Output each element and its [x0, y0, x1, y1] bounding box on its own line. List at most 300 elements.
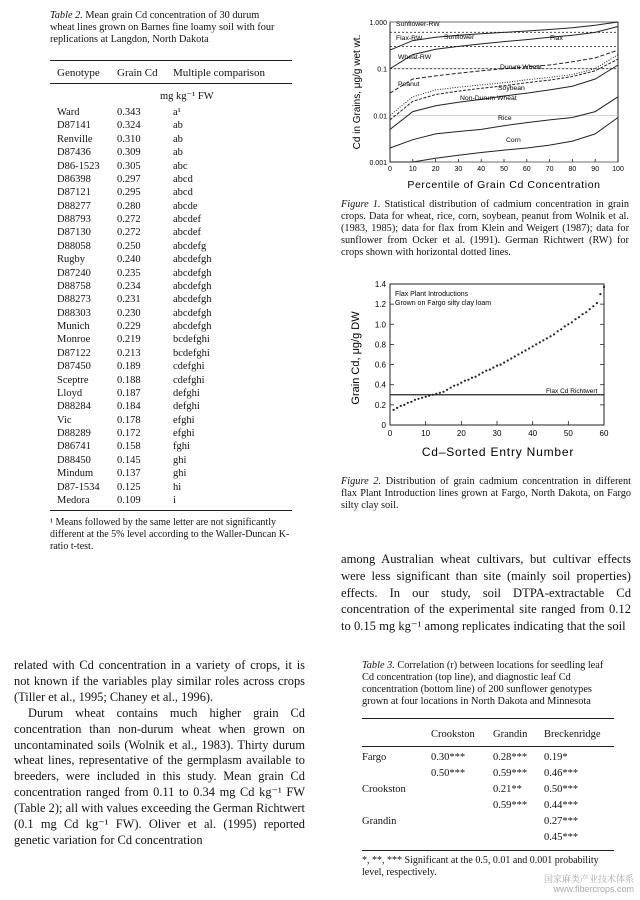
figure2-x-tick-label: 0	[387, 429, 393, 438]
table2-cell-grain-cd: 0.230	[117, 307, 141, 319]
figure1-series-label: Rice	[498, 115, 512, 122]
table2-cell-comparison: ab	[173, 133, 183, 145]
figure2-y-tick-label: 0.8	[374, 340, 386, 350]
figure1-plot-frame	[390, 22, 618, 162]
figure1-x-tick-label: 100	[612, 166, 624, 173]
table2-cell-genotype: Medora	[57, 494, 90, 506]
table2-cell-comparison: abc	[173, 160, 188, 172]
figure1-y-tick-label: 0.01	[373, 113, 387, 121]
table2-row	[50, 347, 290, 360]
figure2-x-ticks	[388, 421, 609, 438]
table2-bottom-rule	[50, 510, 292, 511]
table3-body	[362, 750, 604, 846]
figure2-point	[400, 405, 402, 407]
figure1-x-tick-label: 40	[477, 166, 486, 173]
table2-cell-grain-cd: 0.229	[117, 321, 141, 332]
table2-header-multiple-comparison: Multiple comparison	[173, 67, 265, 79]
table2-cell-genotype: D88450	[57, 454, 91, 466]
table2-cell-genotype: D87450	[57, 361, 91, 373]
table3-cell-location	[362, 766, 431, 782]
table2-cell-genotype: D88284	[57, 401, 91, 413]
figure2-point	[403, 404, 405, 406]
table2-cell-grain-cd: 0.145	[117, 454, 141, 466]
table2-cell-genotype: D87122	[57, 347, 91, 359]
table2-row	[50, 427, 290, 440]
table2-row	[50, 307, 290, 320]
table3-cell-correlation	[493, 830, 544, 846]
table2-caption-text: Mean grain Cd concentration of 30 durum wheat lines grown on Barnes fine loamy soil with four replications at Langdon, North Dakota	[50, 10, 275, 45]
table2-cell-genotype: Lloyd	[57, 387, 83, 399]
table2-cell-genotype: D87141	[57, 120, 91, 132]
table2-cell-grain-cd: 0.125	[117, 481, 141, 493]
table2-cell-grain-cd: 0.109	[117, 494, 141, 506]
figure2-point	[564, 325, 566, 327]
table3-caption	[362, 660, 612, 708]
table2-cell-grain-cd: 0.231	[117, 294, 141, 306]
table2-header-grain-cd: Grain Cd	[117, 67, 158, 79]
figure1-series-label: Flax-RW	[396, 35, 423, 42]
table2-cell-comparison: abcdef	[173, 214, 201, 225]
table2-cell-genotype: D88273	[57, 294, 91, 306]
table3-cell-correlation: 0.46***	[544, 768, 579, 779]
table2-row	[50, 253, 290, 266]
table2-cell-grain-cd: 0.297	[117, 173, 141, 185]
figure1-series-label: Peanut	[398, 81, 420, 88]
figure1-series-label: Sunflower-RW	[396, 21, 440, 28]
figure1-y-ticks	[369, 20, 387, 167]
table3-cell-correlation	[431, 814, 493, 830]
figure1-series-label: Corn	[506, 137, 521, 144]
figure2-point	[535, 343, 537, 345]
figure2-chart	[346, 280, 630, 462]
table3-cell-correlation: 0.44***	[544, 800, 579, 811]
table2-cell-comparison: abcdefgh	[173, 321, 212, 332]
table2-cell-comparison: abcdefgh	[173, 254, 212, 266]
table2-cell-comparison: defghi	[173, 387, 200, 399]
figure2-point	[589, 308, 591, 310]
table3-cell-correlation: 0.50***	[544, 784, 579, 795]
figure1-y-tick-label: 0.1	[377, 66, 387, 74]
figure1-gridlines	[390, 22, 618, 162]
watermark	[544, 874, 634, 894]
table3-header-grandin: Grandin	[493, 729, 528, 740]
figure2-point	[496, 365, 498, 367]
table2-footnote: ¹ Means followed by the same letter are not significantly different at the 5% level according to the Waller-Duncan K-ratio t-test.	[50, 517, 290, 552]
table2-row	[50, 333, 290, 346]
table2-cell-comparison: abcd	[173, 187, 193, 199]
table3-row	[362, 766, 604, 782]
table2-cell-grain-cd: 0.305	[117, 160, 141, 172]
figure2-point	[517, 353, 519, 355]
table2-cell-genotype: D86741	[57, 441, 91, 453]
table2-cell-comparison: efghi	[173, 414, 195, 426]
table2-caption-label: Table 2.	[50, 10, 83, 21]
watermark-line-2: www.fibercrops.com	[553, 884, 634, 894]
figure2-point	[524, 349, 526, 351]
table2-row	[50, 267, 290, 280]
figure1-x-tick-label: 50	[500, 166, 508, 173]
table2-row	[50, 240, 290, 253]
figure1-x-tick-label: 10	[408, 166, 417, 173]
figure2-x-tick-label: 40	[528, 429, 538, 438]
figure2-point	[500, 364, 502, 366]
table2-cell-genotype: D88277	[57, 200, 91, 212]
table3-cell-correlation	[431, 798, 493, 814]
table2-cell-comparison: fghi	[173, 441, 190, 453]
figure2-point	[521, 351, 523, 353]
watermark-line-1: 国家麻类产业技术体系	[543, 874, 634, 884]
table2-cell-comparison: abcdefgh	[173, 267, 212, 279]
figure2-point	[492, 367, 494, 369]
table2-row	[50, 320, 290, 333]
table2-row	[50, 200, 290, 213]
figure1-series-labels	[396, 21, 563, 144]
table3-footnote: *, **, *** Significant at the 0.5, 0.01 and 0.001 probability level, respectively.	[362, 855, 599, 878]
figure1-caption-text: Statistical distribution of cadmium concentration in grain crops. Data for wheat, rice, corn, soybean, peanut from Wolnik et al. (1983, 1985); data for flax from Klein and Weigert (1987); data for sunflower from Ocker et al. (1991). German Richtwert (RW) for crops shown with horizontal dotted lines.	[341, 199, 629, 258]
figure2-point	[553, 333, 555, 335]
table3-cell-correlation: 0.59***	[493, 768, 528, 779]
table2-cell-comparison: ghi	[173, 468, 187, 480]
table2-row	[50, 186, 290, 199]
figure1-y-tick-label: 0.001	[369, 160, 387, 167]
table3-top-rule	[362, 718, 614, 719]
table3-caption-text: Correlation (r) between locations for seedling leaf Cd concentration (top line), and diagnostic leaf Cd concentration (bottom line) of 200 sunflower genotypes grown at four locations in North Dakota and Minnesota	[362, 660, 604, 707]
table2-cell-comparison: abcdefgh	[173, 294, 212, 306]
figure2-point	[450, 387, 452, 389]
figure2-point	[507, 359, 509, 361]
figure2-y-tick-label: 1.0	[374, 320, 386, 330]
table2-header-genotype: Genotype	[57, 67, 100, 79]
figure2-point	[489, 369, 491, 371]
table2-cell-comparison: hi	[173, 481, 182, 493]
figure1-x-tick-label: 20	[431, 166, 440, 173]
table2-row	[50, 454, 290, 467]
table2-cell-grain-cd: 0.234	[117, 280, 141, 292]
table3-cell-location: Crookston	[362, 784, 406, 795]
figure1-series-line	[390, 118, 618, 163]
body-left-paragraph-1: related with Cd concentration in a variety of crops, it is not known if the variables play similar roles across crops (Tiller et al., 1995; Chaney et al., 1996).	[14, 658, 305, 704]
figure2-caption-label: Figure 2.	[341, 476, 382, 487]
figure2-x-tick-label: 10	[421, 429, 431, 438]
table2-cell-grain-cd: 0.309	[117, 147, 141, 159]
table2-cell-grain-cd: 0.189	[117, 361, 141, 373]
figure2-point	[596, 302, 598, 304]
table2-cell-grain-cd: 0.158	[117, 441, 141, 453]
table2-cell-grain-cd: 0.219	[117, 334, 141, 346]
figure2-point	[478, 374, 480, 376]
table2-top-rule	[50, 60, 292, 61]
table3-header-crookston: Crookston	[431, 729, 475, 740]
table3-cell-location	[362, 830, 431, 846]
table2-cell-grain-cd: 0.310	[117, 133, 141, 145]
table2-cell-genotype: Mindum	[57, 468, 94, 480]
figure2-point	[571, 321, 573, 323]
table2-row	[50, 213, 290, 226]
figure2-point	[539, 341, 541, 343]
figure2-point	[514, 355, 516, 357]
table2-row	[50, 494, 290, 507]
figure2-y-tick-label: 0.6	[374, 360, 386, 370]
table2-cell-grain-cd: 0.280	[117, 200, 141, 212]
table2-cell-grain-cd: 0.324	[117, 120, 141, 132]
figure1-series-line	[390, 97, 618, 148]
table3-cell-correlation	[431, 830, 493, 846]
figure2-point	[585, 311, 587, 313]
figure2-point	[471, 377, 473, 379]
table3-cell-correlation: 0.21**	[493, 784, 522, 795]
table2-cell-grain-cd: 0.240	[117, 254, 141, 266]
table2-row	[50, 146, 290, 159]
table2-cell-comparison: ghi	[173, 454, 187, 466]
table3-cell-correlation: 0.30***	[431, 752, 466, 763]
figure2-point	[428, 395, 430, 397]
table2-cell-grain-cd: 0.272	[117, 214, 141, 225]
figure2-title: Flax Plant Introductions	[395, 291, 469, 298]
table2-row	[50, 481, 290, 494]
table2-cell-comparison: abcdefg	[173, 240, 207, 252]
figure2-reference-label: Flax Cd Richtwert	[546, 387, 598, 395]
figure2-point	[560, 328, 562, 330]
table2-cell-comparison: defghi	[173, 401, 200, 413]
figure2-point	[446, 389, 448, 391]
figure2-y-tick-label: 1.4	[374, 280, 386, 289]
table2-unit: mg kg⁻¹ FW	[160, 91, 214, 102]
figure2-x-tick-label: 50	[563, 429, 573, 438]
table2-cell-comparison: abcdef	[173, 227, 201, 239]
table2-row	[50, 160, 290, 173]
table3-row	[362, 782, 604, 798]
figure1-series-label: Durum Wheat	[500, 64, 542, 71]
figure1-y-tick-label: 1.000	[369, 20, 387, 27]
table3-cell-location: Fargo	[362, 752, 387, 763]
table2-cell-comparison: bcdefghi	[173, 334, 210, 346]
table3-cell-correlation: 0.27***	[544, 816, 579, 827]
table2-cell-genotype: D87130	[57, 227, 91, 239]
table2-cell-comparison: ab	[173, 120, 183, 132]
table2-row	[50, 374, 290, 387]
table2-cell-grain-cd: 0.295	[117, 187, 141, 199]
body-left-paragraph-2: Durum wheat contains much higher grain Cd concentration than non-durum wheat when grown on uncontaminated soils (Wolnik et al., 1983). Thirty durum wheat lines, representative of the germplasm available to breeders, were included in this study. Mean grain Cd concentration ranged from 0.11 to 0.34 mg Cd kg⁻¹ FW (Table 2); all with values exceeding the German Richtwert (0.1 mg Cd kg⁻¹ FW). Oliver et al. (1995) reported genetic variation for Cd concentration	[14, 705, 305, 847]
table3-header-rule	[362, 746, 614, 747]
table2-cell-grain-cd: 0.187	[117, 387, 141, 399]
table2-cell-grain-cd: 0.213	[117, 347, 141, 359]
figure1-series-label: Non-Durum Wheat	[460, 95, 517, 102]
figure2-point	[532, 345, 534, 347]
figure2-point	[542, 339, 544, 341]
table2-row	[50, 414, 290, 427]
figure2-point	[546, 337, 548, 339]
table2-row	[50, 400, 290, 413]
table3-cell-correlation: 0.19*	[544, 752, 568, 763]
table2-row	[50, 133, 290, 146]
table2-cell-grain-cd: 0.137	[117, 468, 141, 480]
table2-cell-genotype: Monroe	[57, 334, 91, 346]
table3-row	[362, 814, 604, 830]
table2-cell-genotype: Renville	[57, 133, 93, 145]
table2-row	[50, 360, 290, 373]
figure2-point	[574, 318, 576, 320]
figure1-x-axis-label: Percentile of Grain Cd Concentration	[407, 179, 601, 191]
table3-cell-correlation	[431, 782, 493, 798]
figure2-subtitle: Grown on Fargo silty clay loam	[395, 300, 492, 307]
figure2-point	[549, 335, 551, 337]
table3-header-breckenridge: Breckenridge	[544, 729, 601, 740]
figure2-point	[460, 382, 462, 384]
table2-cell-grain-cd: 0.272	[117, 227, 141, 239]
figure1-x-tick-label: 0	[388, 166, 392, 173]
figure1-caption-label: Figure 1.	[341, 199, 381, 210]
figure2-point	[475, 376, 477, 378]
figure1-chart	[348, 12, 628, 198]
figure2-y-tick-label: 0.2	[374, 400, 386, 410]
table3-caption-label: Table 3.	[362, 660, 395, 671]
figure1-x-ticks	[388, 159, 624, 173]
table3-cell-correlation: 0.59***	[493, 800, 528, 811]
figure2-point	[417, 398, 419, 400]
figure1-series-label: Flax	[550, 35, 563, 42]
figure2-y-axis-label: Grain Cd, μg/g DW	[350, 311, 362, 405]
figure2-x-axis-label: Cd–Sorted Entry Number	[421, 445, 575, 459]
figure2-point	[453, 385, 455, 387]
table2-cell-comparison: abcdefgh	[173, 280, 212, 292]
table2-cell-genotype: D87121	[57, 187, 91, 199]
table2-cell-grain-cd: 0.178	[117, 414, 141, 426]
figure1-x-tick-label: 60	[522, 166, 531, 173]
figure2-point	[599, 293, 601, 295]
figure2-x-tick-label: 60	[599, 429, 609, 438]
table2-cell-genotype: D86398	[57, 173, 91, 185]
figure1-x-tick-label: 70	[545, 166, 554, 173]
figure2-point	[528, 347, 530, 349]
table2-cell-genotype: Rugby	[57, 254, 86, 266]
figure2-point	[393, 409, 395, 411]
table2-cell-genotype: Vic	[57, 414, 72, 426]
table3-row	[362, 750, 604, 766]
table2-cell-comparison: cdefghi	[173, 361, 205, 373]
table2-cell-comparison: i	[173, 494, 176, 506]
figure2-caption-text: Distribution of grain cadmium concentration in different flax Plant Introduction lines grown at Fargo, North Dakota, on Fargo silty clay soil.	[341, 476, 631, 511]
figure2-point	[582, 313, 584, 315]
table2-cell-comparison: abcd	[173, 173, 193, 185]
figure1-series-label: Sunflower	[444, 34, 475, 41]
table2-cell-genotype: Ward	[57, 107, 80, 118]
table2-cell-genotype: D86-1523	[57, 160, 100, 172]
table2-cell-genotype: D87-1534	[57, 481, 100, 493]
table2-cell-genotype: Munich	[57, 321, 90, 332]
figure1-x-tick-label: 90	[591, 166, 600, 173]
table2-cell-genotype: D88058	[57, 240, 91, 252]
table2-cell-genotype: Sceptre	[57, 374, 89, 386]
table2-cell-genotype: D88793	[57, 214, 91, 225]
table2-cell-comparison: ab	[173, 147, 183, 159]
table3-cell-correlation: 0.45***	[544, 832, 579, 843]
table3-row	[362, 798, 604, 814]
figure2-point	[442, 391, 444, 393]
table2-row	[50, 440, 290, 453]
table2-cell-genotype: D88758	[57, 280, 91, 292]
figure2-point	[439, 392, 441, 394]
figure2-y-tick-label: 1.2	[374, 300, 386, 310]
table2-cell-grain-cd: 0.172	[117, 428, 141, 439]
body-left	[14, 658, 305, 849]
figure2-point	[467, 379, 469, 381]
figure2-point	[482, 372, 484, 374]
table2-header-rule	[50, 83, 292, 84]
table2-cell-comparison: a¹	[173, 107, 181, 118]
figure2-x-tick-label: 20	[456, 429, 466, 438]
figure2-point	[592, 305, 594, 307]
figure1-y-axis-label: Cd in Grains, μg/g wet wt.	[352, 34, 363, 150]
table2-cell-genotype: D88289	[57, 428, 91, 439]
table2-cell-comparison: bcdefghi	[173, 347, 210, 359]
table3-cell-location: Grandin	[362, 816, 397, 827]
figure1-series-label: Soybean	[498, 85, 525, 92]
figure2-point	[485, 370, 487, 372]
table2-row	[50, 226, 290, 239]
figure2-y-tick-label: 0.4	[374, 380, 386, 390]
figure2-point	[457, 384, 459, 386]
table2-row	[50, 119, 290, 132]
figure2-point	[410, 401, 412, 403]
figure2-point	[510, 357, 512, 359]
table2-cell-comparison: cdefghi	[173, 374, 205, 386]
table3-cell-location	[362, 798, 431, 814]
table2-cell-grain-cd: 0.188	[117, 374, 141, 386]
figure2-point	[432, 394, 434, 396]
table3-cell-correlation: 0.28***	[493, 752, 528, 763]
table3-row	[362, 830, 604, 846]
figure2-caption	[341, 476, 631, 512]
table3-cell-correlation	[493, 814, 544, 830]
figure1-x-tick-label: 30	[454, 166, 463, 173]
table2-body	[50, 106, 290, 507]
figure2-point	[567, 323, 569, 325]
table2-row	[50, 173, 290, 186]
figure2-x-tick-label: 30	[492, 429, 502, 438]
table2-cell-grain-cd: 0.343	[117, 107, 141, 118]
figure2-point	[603, 286, 605, 288]
table2-row	[50, 387, 290, 400]
table2-cell-grain-cd: 0.250	[117, 240, 141, 252]
figure1-x-tick-label: 80	[568, 166, 577, 173]
table2-row	[50, 467, 290, 480]
table2-cell-genotype: D88303	[57, 307, 91, 319]
figure2-point	[557, 330, 559, 332]
figure2-point	[578, 316, 580, 318]
table2-cell-genotype: D87436	[57, 147, 91, 159]
figure1-series-lines	[390, 22, 618, 162]
table2-cell-comparison: abcde	[173, 200, 198, 212]
table3-bottom-rule	[362, 850, 614, 851]
figure1-series-label: Wheat-RW	[398, 54, 432, 61]
table2-cell-grain-cd: 0.184	[117, 401, 141, 413]
table3-cell-correlation: 0.50***	[431, 768, 466, 779]
figure2-y-tick-label: 0	[381, 421, 386, 430]
table2-cell-genotype: D87240	[57, 267, 91, 279]
figure2-point	[421, 397, 423, 399]
body-right: among Australian wheat cultivars, but cultivar effects were less significant than site (mainly soil properties) effects. In our study, soil DTPA-extractable Cd concentration of the experimental site ranged from 0.12 to 0.15 mg kg⁻¹ among replicates indicating that the soil	[341, 552, 631, 634]
table2-cell-comparison: abcdefgh	[173, 307, 212, 319]
figure2-point	[414, 399, 416, 401]
figure2-point	[503, 362, 505, 364]
figure1-caption	[341, 199, 629, 259]
table2-row	[50, 280, 290, 293]
figure2-point	[396, 407, 398, 409]
table2-caption	[50, 10, 280, 46]
table2-row	[50, 106, 290, 119]
table2-cell-grain-cd: 0.235	[117, 267, 141, 279]
figure2-point	[407, 402, 409, 404]
